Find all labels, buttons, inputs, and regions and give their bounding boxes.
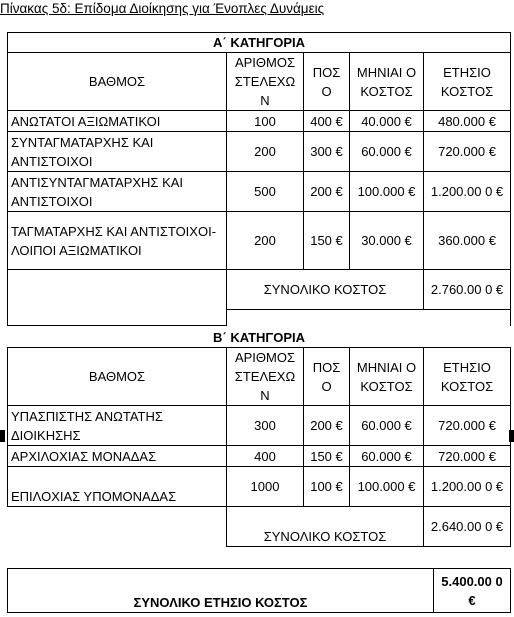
amount-cell: 400 € bbox=[304, 111, 350, 132]
annual-cell: 720.000 € bbox=[424, 132, 511, 172]
total-spacer bbox=[8, 270, 227, 310]
header-annual: ΕΤΗΣΙΟ ΚΟΣΤΟΣ bbox=[424, 348, 511, 406]
staff-cell: 200 bbox=[227, 132, 304, 172]
total-row bbox=[8, 270, 511, 310]
staff-cell: 500 bbox=[227, 172, 304, 212]
header-rank: ΒΑΘΜΟΣ bbox=[8, 53, 227, 111]
rank-cell: ΑΡΧΙΛΟΧΙΑΣ ΜΟΝΑΔΑΣ bbox=[8, 446, 227, 467]
left-edge-marker bbox=[0, 430, 5, 442]
monthly-cell: 60.000 € bbox=[350, 446, 424, 467]
annual-cell: 720.000 € bbox=[424, 406, 511, 446]
monthly-cell: 60.000 € bbox=[350, 406, 424, 446]
spacer-row bbox=[8, 310, 511, 326]
table-row bbox=[8, 406, 511, 446]
rank-cell: ΑΝΤΙΣΥΝΤΑΓΜΑΤΑΡΧΗΣ ΚΑΙ ΑΝΤΙΣΤΟΙΧΟΙ bbox=[8, 172, 227, 212]
header-amount: ΠΟΣ Ο bbox=[304, 348, 350, 406]
header-annual: ΕΤΗΣΙΟ ΚΟΣΤΟΣ bbox=[424, 53, 511, 111]
rank-cell: ΑΝΩΤΑΤΟΙ ΑΞΙΩΜΑΤΙΚΟΙ bbox=[8, 111, 227, 132]
total-label: ΣΥΝΟΛΙΚΟ ΚΟΣΤΟΣ bbox=[227, 507, 424, 547]
rank-cell: ΥΠΑΣΠΙΣΤΗΣ ΑΝΩΤΑΤΗΣ ΔΙΟΙΚΗΣΗΣ bbox=[8, 406, 227, 446]
category-b-label: Β΄ ΚΑΤΗΓΟΡΙΑ bbox=[213, 330, 305, 345]
annual-cell: 480.000 € bbox=[424, 111, 511, 132]
staff-cell: 400 bbox=[227, 446, 304, 467]
category-b-table bbox=[7, 328, 511, 547]
annual-cell: 1.200.00 0 € bbox=[424, 467, 511, 507]
table-row bbox=[8, 172, 511, 212]
monthly-cell: 60.000 € bbox=[350, 132, 424, 172]
column-header-row bbox=[8, 53, 511, 111]
table-row bbox=[8, 212, 511, 270]
right-edge-marker bbox=[509, 430, 514, 442]
monthly-cell: 100.000 € bbox=[350, 467, 424, 507]
header-amount: ΠΟΣ Ο bbox=[304, 53, 350, 111]
amount-cell: 200 € bbox=[304, 172, 350, 212]
table-row bbox=[8, 467, 511, 507]
table-title: Πίνακας 5δ: Επίδομα Διοίκησης για Ένοπλες Δυνάμεις bbox=[0, 1, 325, 16]
monthly-cell: 30.000 € bbox=[350, 212, 424, 270]
category-a-label: Α΄ ΚΑΤΗΓΟΡΙΑ bbox=[8, 33, 511, 53]
total-row bbox=[8, 507, 511, 547]
rank-cell: ΣΥΝΤΑΓΜΑΤΑΡΧΗΣ ΚΑΙ ΑΝΤΙΣΤΟΙΧΟΙ bbox=[8, 132, 227, 172]
staff-cell: 200 bbox=[227, 212, 304, 270]
annual-cell: 720.000 € bbox=[424, 446, 511, 467]
total-value: 2.760.00 0 € bbox=[424, 270, 511, 310]
amount-cell: 150 € bbox=[304, 446, 350, 467]
rank-cell: ΤΑΓΜΑΤΑΡΧΗΣ ΚΑΙ ΑΝΤΙΣΤΟΙΧΟΙ-ΛΟΙΠΟΙ ΑΞΙΩΜΑΤΙΚΟΙ bbox=[8, 212, 227, 270]
header-monthly: ΜΗΝΙΑΙ Ο ΚΟΣΤΟΣ bbox=[350, 348, 424, 406]
grand-total-value: 5.400.00 0 € bbox=[434, 569, 511, 613]
staff-cell: 300 bbox=[227, 406, 304, 446]
category-b-header-row bbox=[8, 328, 511, 348]
grand-total-row bbox=[8, 569, 511, 613]
amount-cell: 200 € bbox=[304, 406, 350, 446]
total-spacer bbox=[8, 507, 227, 547]
total-label: ΣΥΝΟΛΙΚΟ ΚΟΣΤΟΣ bbox=[227, 270, 424, 310]
column-header-row bbox=[8, 348, 511, 406]
category-a-header-row bbox=[8, 33, 511, 53]
table-row bbox=[8, 132, 511, 172]
amount-cell: 300 € bbox=[304, 132, 350, 172]
table-row bbox=[8, 446, 511, 467]
table-row bbox=[8, 111, 511, 132]
staff-cell: 1000 bbox=[227, 467, 304, 507]
total-value: 2.640.00 0 € bbox=[424, 507, 511, 547]
rank-cell: ΕΠΙΛΟΧΙΑΣ ΥΠΟΜΟΝΑΔΑΣ bbox=[8, 467, 227, 507]
grand-total-label: ΣΥΝΟΛΙΚΟ ΕΤΗΣΙΟ ΚΟΣΤΟΣ bbox=[8, 569, 434, 613]
annual-cell: 360.000 € bbox=[424, 212, 511, 270]
header-rank: ΒΑΘΜΟΣ bbox=[8, 348, 227, 406]
header-staff: ΑΡΙΘΜΟΣ ΣΤΕΛΕΧΩ Ν bbox=[227, 53, 304, 111]
annual-cell: 1.200.00 0 € bbox=[424, 172, 511, 212]
category-a-table bbox=[7, 32, 511, 326]
monthly-cell: 100.000 € bbox=[350, 172, 424, 212]
amount-cell: 150 € bbox=[304, 212, 350, 270]
staff-cell: 100 bbox=[227, 111, 304, 132]
header-monthly: ΜΗΝΙΑΙ Ο ΚΟΣΤΟΣ bbox=[350, 53, 424, 111]
grand-total-table bbox=[7, 568, 511, 613]
amount-cell: 100 € bbox=[304, 467, 350, 507]
header-staff: ΑΡΙΘΜΟΣ ΣΤΕΛΕΧΩ Ν bbox=[227, 348, 304, 406]
monthly-cell: 40.000 € bbox=[350, 111, 424, 132]
